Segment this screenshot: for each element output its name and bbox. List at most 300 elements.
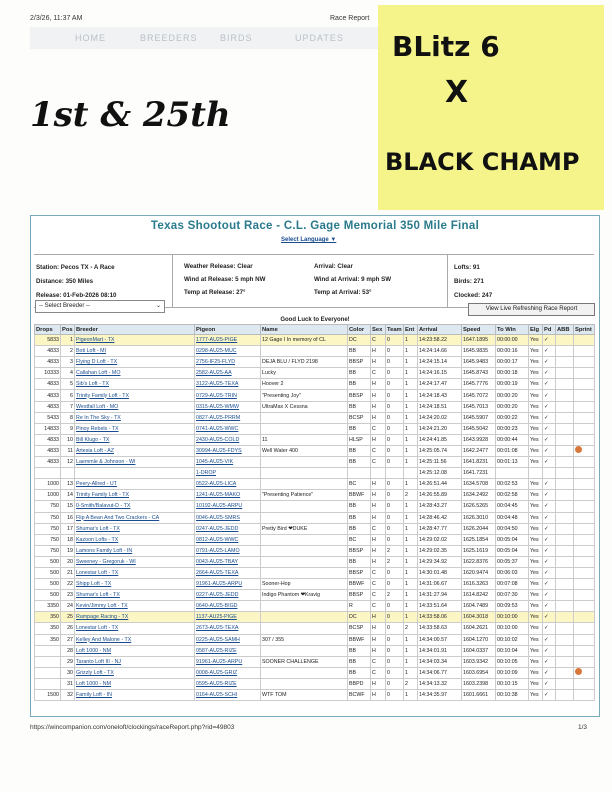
table-row xyxy=(35,667,595,678)
cell-color: BB xyxy=(348,667,371,678)
breeder-select-value: -- Select Breeder -- xyxy=(39,303,91,309)
cell-sex: H xyxy=(371,623,386,634)
sticky-line-3: BLACK CHAMP xyxy=(385,148,580,176)
cell-color: BBWF xyxy=(348,579,371,590)
cell-sex xyxy=(371,468,386,479)
cell-breeder[interactable]: Flying D Loft - TX xyxy=(75,357,195,368)
cell-sex: H xyxy=(371,534,386,545)
race-report-card xyxy=(30,215,600,717)
cell-sex: C xyxy=(371,335,386,346)
cell-color: BBSP xyxy=(348,590,371,601)
cell-to-win: 00:10:00 xyxy=(496,623,529,634)
table-row xyxy=(35,567,595,578)
cell-speed: 1604.1270 xyxy=(462,634,496,645)
cell-arrival: 14:34:00.57 xyxy=(418,634,462,645)
cell-pigeon[interactable]: 2756-IF25-FLYD xyxy=(195,357,261,368)
cell-elg: Yes xyxy=(529,690,543,701)
cell-team: 0 xyxy=(386,412,404,423)
cell-breeder[interactable]: Callahan Loft - MO xyxy=(75,368,195,379)
cell-breeder[interactable]: 0-Smith/Balavut-D - TX xyxy=(75,501,195,512)
cell-pos: 7 xyxy=(61,401,75,412)
birds-count: Birds: 271 xyxy=(454,278,484,285)
cell-pd: ✓ xyxy=(543,667,556,678)
results-table xyxy=(34,324,595,701)
cell-abb xyxy=(556,346,574,357)
cell-pos: 14 xyxy=(61,490,75,501)
cell-pd: ✓ xyxy=(543,423,556,434)
table-row xyxy=(35,523,595,534)
cell-sex: C xyxy=(371,579,386,590)
table-row xyxy=(35,390,595,401)
cell-pigeon[interactable]: 0164-AU25-SCHI xyxy=(195,690,261,701)
cell-pos: 32 xyxy=(61,690,75,701)
cell-breeder[interactable]: Laemmle & Johnson - WI xyxy=(75,457,195,468)
cell-breeder[interactable]: Loft 1000 - NM xyxy=(75,645,195,656)
breeder-select[interactable] xyxy=(35,300,165,313)
table-row xyxy=(35,357,595,368)
cell-pd: ✓ xyxy=(543,501,556,512)
cell-drops: 750 xyxy=(35,534,61,545)
cell-to-win: 00:00:20 xyxy=(496,401,529,412)
cell-pigeon[interactable]: 0043-AU25-TBAY xyxy=(195,556,261,567)
cell-speed: 1641.8231 xyxy=(462,457,496,468)
cell-pigeon[interactable]: 30994-AU25-FDYS xyxy=(195,445,261,456)
cell-speed: 1616.3263 xyxy=(462,579,496,590)
cell-to-win: 00:06:03 xyxy=(496,567,529,578)
cell-speed: 1622.8376 xyxy=(462,556,496,567)
cell-team: 0 xyxy=(386,390,404,401)
cell-sprint xyxy=(574,612,595,623)
cell-sprint xyxy=(574,545,595,556)
cell-ent: 1 xyxy=(404,357,418,368)
cell-breeder[interactable]: Lonestar Loft - TX xyxy=(75,567,195,578)
cell-sprint xyxy=(574,556,595,567)
cell-ent xyxy=(404,468,418,479)
cell-speed: 1645.5907 xyxy=(462,412,496,423)
cell-elg: Yes xyxy=(529,434,543,445)
cell-speed: 1626.2044 xyxy=(462,523,496,534)
cell-pigeon[interactable]: 0729-AU25-TRIN xyxy=(195,390,261,401)
cell-drops: 750 xyxy=(35,512,61,523)
cell-to-win: 00:10:05 xyxy=(496,656,529,667)
cell-speed: 1645.9835 xyxy=(462,346,496,357)
cell-elg: Yes xyxy=(529,445,543,456)
cell-breeder[interactable]: Trinity Family Loft - TX xyxy=(75,490,195,501)
col-header-color: Color xyxy=(348,325,371,335)
cell-speed: 1626.5265 xyxy=(462,501,496,512)
cell-pd: ✓ xyxy=(543,601,556,612)
cell-pigeon[interactable]: 0827-AU25-PRRM xyxy=(195,412,261,423)
cell-team: 0 xyxy=(386,445,404,456)
cell-name: Lucky xyxy=(261,368,348,379)
cell-sprint xyxy=(574,567,595,578)
cell-pigeon[interactable]: 91961-AU25-ARPU xyxy=(195,656,261,667)
cell-arrival: 14:34:01.91 xyxy=(418,645,462,656)
cell-sex: H xyxy=(371,479,386,490)
cell-breeder[interactable]: Kazoon Lofts - TX xyxy=(75,534,195,545)
cell-pigeon[interactable]: 0008-AU25-GRIZ xyxy=(195,667,261,678)
cell-color: BBWF xyxy=(348,490,371,501)
cell-drops: 500 xyxy=(35,556,61,567)
col-header-team: Team xyxy=(387,326,402,333)
cell-sprint xyxy=(574,512,595,523)
cell-abb xyxy=(556,368,574,379)
cell-elg: Yes xyxy=(529,368,543,379)
table-row xyxy=(35,545,595,556)
cell-name: SOONER CHALLENGE xyxy=(261,656,348,667)
cell-sprint xyxy=(574,457,595,468)
cell-abb xyxy=(556,667,574,678)
cell-pd xyxy=(543,468,556,479)
cell-to-win: 00:00:19 xyxy=(496,379,529,390)
cell-breeder[interactable]: Family Loft - IN xyxy=(75,690,195,701)
cell-color: BB xyxy=(348,512,371,523)
cell-name xyxy=(261,612,348,623)
cell-name xyxy=(261,346,348,357)
cell-color: BBSP xyxy=(348,567,371,578)
cell-breeder[interactable]: Pinoy Rebels - TX xyxy=(75,423,195,434)
cell-team: 0 xyxy=(386,667,404,678)
cell-pigeon[interactable]: 2673-AU25-TEXA xyxy=(195,623,261,634)
cell-arrival: 14:31:06.67 xyxy=(418,579,462,590)
cell-ent: 1 xyxy=(404,401,418,412)
cell-to-win: 00:00:00 xyxy=(496,335,529,346)
cell-sex: H xyxy=(371,390,386,401)
cell-pd: ✓ xyxy=(543,412,556,423)
cell-pd: ✓ xyxy=(543,335,556,346)
cell-breeder[interactable]: Trinity Family Loft - TX xyxy=(75,390,195,401)
cell-sex: H xyxy=(371,412,386,423)
cell-color: BBPD xyxy=(348,678,371,689)
cell-color: BB xyxy=(348,346,371,357)
cell-arrival: 14:24:15.14 xyxy=(418,357,462,368)
cell-breeder[interactable]: Loft 1000 - NM xyxy=(75,678,195,689)
cell-breeder[interactable]: Lonestar Loft - TX xyxy=(75,623,195,634)
cell-speed: 1645.9483 xyxy=(462,357,496,368)
cell-pd: ✓ xyxy=(543,457,556,468)
cell-breeder[interactable]: Boti Loft - MI xyxy=(75,346,195,357)
cell-breeder[interactable]: Artesia Loft - AZ xyxy=(75,445,195,456)
cell-name: Indigo Phantom ❤Kravig xyxy=(261,590,348,601)
cell-drops: 750 xyxy=(35,523,61,534)
cell-breeder[interactable]: Flip A Bean And Two Crackers - CA xyxy=(75,512,195,523)
col-header-sprint: Sprint xyxy=(574,325,595,335)
cell-breeder[interactable]: Peery-Allred - UT xyxy=(75,479,195,490)
cell-arrival: 14:24:20.02 xyxy=(418,412,462,423)
cell-pigeon[interactable]: 0587-AU25-RIZE xyxy=(195,645,261,656)
cell-drops: 750 xyxy=(35,545,61,556)
cell-name: 12 Gage I In memory of CL xyxy=(261,335,348,346)
wind-release: Wind at Release: 5 mph NW xyxy=(184,276,266,283)
cell-abb xyxy=(556,545,574,556)
cell-abb xyxy=(556,390,574,401)
cell-speed: 1645.7072 xyxy=(462,390,496,401)
cell-name xyxy=(261,501,348,512)
race-title: Texas Shootout Race - C.L. Gage Memorial 350 Mile Final xyxy=(150,220,480,232)
cell-speed: 1634.5708 xyxy=(462,479,496,490)
cell-name: Pretty Bird ❤DUKE xyxy=(261,523,348,534)
cell-sprint xyxy=(574,534,595,545)
cell-pigeon[interactable]: 2430-AU25-COLD xyxy=(195,434,261,445)
cell-abb xyxy=(556,678,574,689)
cell-elg: Yes xyxy=(529,590,543,601)
cell-pigeon[interactable]: 0595-AU25-RIZE xyxy=(195,678,261,689)
print-url: https://wincompanion.com/oneloft/clockings/raceReport.php?rid=49803 xyxy=(30,724,235,731)
cell-sprint xyxy=(574,579,595,590)
cell-pigeon[interactable]: 0225-AU25-SAMH xyxy=(195,634,261,645)
cell-pos: 31 xyxy=(61,678,75,689)
col-header-pos: Pos xyxy=(62,326,73,333)
cell-speed: 1625.1854 xyxy=(462,534,496,545)
nav-home[interactable]: HOME xyxy=(75,33,106,43)
cell-to-win: 00:10:38 xyxy=(496,690,529,701)
cell-pigeon[interactable]: 0247-AU25-JEDD xyxy=(195,523,261,534)
cell-abb xyxy=(556,468,574,479)
cell-pd: ✓ xyxy=(543,357,556,368)
cell-pos: 3 xyxy=(61,357,75,368)
cell-breeder[interactable]: Kelley And Malone - TX xyxy=(75,634,195,645)
cell-pigeon[interactable]: 1777-AU25-PIGE xyxy=(195,335,261,346)
cell-pos: 12 xyxy=(61,457,75,468)
cell-to-win xyxy=(496,468,529,479)
cell-pigeon[interactable]: 0791-AU25-LAMO xyxy=(195,545,261,556)
cell-breeder[interactable]: Grizzly Loft - TX xyxy=(75,667,195,678)
cell-color: BBWF xyxy=(348,634,371,645)
cell-speed: 1603.6954 xyxy=(462,667,496,678)
cell-pigeon[interactable]: 0315-AU25-WMW xyxy=(195,401,261,412)
cell-arrival: 14:29:34.92 xyxy=(418,556,462,567)
cell-team: 0 xyxy=(386,423,404,434)
cell-breeder[interactable]: Sib's Loft - TX xyxy=(75,379,195,390)
cell-color: R xyxy=(348,601,371,612)
cell-ent: 1 xyxy=(404,579,418,590)
cell-pd: ✓ xyxy=(543,678,556,689)
cell-breeder[interactable]: Taranto Loft III - NJ xyxy=(75,656,195,667)
table-row xyxy=(35,457,595,468)
cell-ent: 1 xyxy=(404,667,418,678)
cell-drops: 14833 xyxy=(35,423,61,434)
cell-color: BB xyxy=(348,556,371,567)
clocked-count: Clocked: 247 xyxy=(454,292,493,299)
cell-ent: 1 xyxy=(404,634,418,645)
table-row xyxy=(35,501,595,512)
cell-breeder[interactable]: PigeonMart - TX xyxy=(75,335,195,346)
cell-sex: H xyxy=(371,512,386,523)
table-row xyxy=(35,368,595,379)
cell-breeder[interactable]: Shumar's Loft - TX xyxy=(75,590,195,601)
cell-pos: 19 xyxy=(61,545,75,556)
sprint-marker-icon xyxy=(575,668,582,675)
cell-pigeon[interactable]: 1241-AU25-MAKO xyxy=(195,490,261,501)
cell-breeder[interactable]: Rampage Racing - TX xyxy=(75,612,195,623)
print-title: Race Report xyxy=(330,15,370,22)
cell-ent: 1 xyxy=(404,512,418,523)
sticky-line-2: X xyxy=(445,75,469,110)
cell-sex: C xyxy=(371,601,386,612)
cell-arrival: 14:25:11.56 xyxy=(418,457,462,468)
live-report-button[interactable]: View Live Refreshing Race Report xyxy=(468,303,595,316)
cell-drops: 350 xyxy=(35,623,61,634)
cell-sex: H xyxy=(371,556,386,567)
cell-sprint xyxy=(574,468,595,479)
cell-ent: 1 xyxy=(404,601,418,612)
cell-pigeon[interactable]: 1137-AU25-PIGE xyxy=(195,612,261,623)
table-row xyxy=(35,623,595,634)
cell-sprint xyxy=(574,501,595,512)
cell-pigeon[interactable]: 0298-AU25-MUC xyxy=(195,346,261,357)
cell-abb xyxy=(556,357,574,368)
cell-name: DEJA BLU / FLYD 2198 xyxy=(261,357,348,368)
cell-pigeon[interactable]: 0741-AU25-WWC xyxy=(195,423,261,434)
handwritten-placement-note: 1st & 25th xyxy=(30,95,231,135)
cell-breeder[interactable]: Shumar's Loft - TX xyxy=(75,523,195,534)
cell-arrival: 14:24:18.51 xyxy=(418,401,462,412)
cell-team: 0 xyxy=(386,656,404,667)
cell-pd: ✓ xyxy=(543,379,556,390)
table-row xyxy=(35,612,595,623)
cell-arrival: 14:31:27.94 xyxy=(418,590,462,601)
cell-team: 0 xyxy=(386,523,404,534)
cell-name xyxy=(261,534,348,545)
cell-pigeon[interactable]: 0046-AU25-SMRS xyxy=(195,512,261,523)
cell-pd: ✓ xyxy=(543,512,556,523)
cell-to-win: 00:04:50 xyxy=(496,523,529,534)
cell-breeder[interactable]: Re In The Sky - TX xyxy=(75,412,195,423)
cell-pos: 29 xyxy=(61,656,75,667)
cell-to-win: 00:00:44 xyxy=(496,434,529,445)
table-row xyxy=(35,645,595,656)
cell-abb xyxy=(556,335,574,346)
cell-pigeon[interactable]: 0522-AU25-LICA xyxy=(195,479,261,490)
cell-drops: 4833 xyxy=(35,390,61,401)
cell-color: BB xyxy=(348,645,371,656)
cell-speed: 1604.0337 xyxy=(462,645,496,656)
table-row xyxy=(35,556,595,567)
cell-team: 0 xyxy=(386,357,404,368)
cell-sex: H xyxy=(371,690,386,701)
cell-pigeon[interactable]: 0640-AU25-BIGD xyxy=(195,601,261,612)
cell-arrival: 14:33:58.06 xyxy=(418,612,462,623)
cell-color: DC xyxy=(348,612,371,623)
cell-pos: 20 xyxy=(61,556,75,567)
cell-arrival: 14:34:06.77 xyxy=(418,667,462,678)
cell-sex: H xyxy=(371,401,386,412)
cell-abb xyxy=(556,512,574,523)
table-header-row xyxy=(35,325,595,335)
cell-arrival: 14:34:35.97 xyxy=(418,690,462,701)
cell-team: 0 xyxy=(386,690,404,701)
col-header-sex: Sex xyxy=(371,325,386,335)
cell-abb xyxy=(556,501,574,512)
cell-pos: 15 xyxy=(61,501,75,512)
cell-elg: Yes xyxy=(529,479,543,490)
cell-to-win: 00:01:13 xyxy=(496,457,529,468)
cell-to-win: 00:00:17 xyxy=(496,357,529,368)
table-row xyxy=(35,579,595,590)
nav-updates[interactable]: UPDATES xyxy=(295,33,344,43)
cell-breeder[interactable]: Lamons Family Loft - IN xyxy=(75,545,195,556)
distance: Distance: 350 Miles xyxy=(36,278,94,285)
cell-pd: ✓ xyxy=(543,490,556,501)
cell-sex: C xyxy=(371,567,386,578)
cell-breeder[interactable]: Westfall Loft - MO xyxy=(75,401,195,412)
cell-pigeon[interactable]: 1-DROP xyxy=(195,468,261,479)
release: Release: 01-Feb-2026 08:10 xyxy=(36,292,117,299)
cell-abb xyxy=(556,690,574,701)
cell-sex: C xyxy=(371,523,386,534)
cell-elg: Yes xyxy=(529,656,543,667)
cell-ent: 1 xyxy=(404,434,418,445)
sticky-line-1: BLitz 6 xyxy=(392,30,500,63)
cell-pigeon[interactable]: 2582-AU25-AA xyxy=(195,368,261,379)
cell-sprint xyxy=(574,357,595,368)
cell-elg: Yes xyxy=(529,523,543,534)
cell-speed: 1604.3018 xyxy=(462,612,496,623)
nav-birds[interactable]: BIRDS xyxy=(220,33,253,43)
cell-team xyxy=(386,468,404,479)
cell-team: 0 xyxy=(386,479,404,490)
cell-speed: 1625.1619 xyxy=(462,545,496,556)
cell-sex: C xyxy=(371,423,386,434)
cell-sex: H xyxy=(371,379,386,390)
temp-release: Temp at Release: 27° xyxy=(184,289,246,296)
cell-to-win: 00:09:53 xyxy=(496,601,529,612)
cell-color: BCSP xyxy=(348,412,371,423)
cell-pos: 9 xyxy=(61,423,75,434)
cell-pigeon[interactable]: 0227-AU25-JEDD xyxy=(195,590,261,601)
wind-arrival: Wind at Arrival: 9 mph SW xyxy=(314,276,392,283)
cell-pos: 11 xyxy=(61,445,75,456)
cell-breeder[interactable]: Kevin/Jimmy Loft - TX xyxy=(75,601,195,612)
col-header-pd: Pd xyxy=(543,325,556,335)
cell-elg: Yes xyxy=(529,623,543,634)
cell-breeder[interactable]: Shipp Loft - TX xyxy=(75,579,195,590)
cell-name xyxy=(261,556,348,567)
cell-elg xyxy=(529,468,543,479)
cell-pigeon[interactable]: 2664-AU25-TEXA xyxy=(195,567,261,578)
cell-to-win: 00:04:45 xyxy=(496,501,529,512)
cell-team: 0 xyxy=(386,368,404,379)
cell-arrival: 14:24:17.47 xyxy=(418,379,462,390)
cell-pigeon[interactable]: 10192-AU25-ARPU xyxy=(195,501,261,512)
cell-to-win: 00:00:20 xyxy=(496,390,529,401)
nav-breeders[interactable]: BREEDERS xyxy=(140,33,198,43)
cell-sprint xyxy=(574,667,595,678)
cell-pos xyxy=(61,468,75,479)
cell-pigeon[interactable]: 1045-AU25-VIK xyxy=(195,457,261,468)
weather-arrival: Arrival: Clear xyxy=(314,263,353,270)
cell-to-win: 00:00:22 xyxy=(496,412,529,423)
cell-pigeon[interactable]: 0812-AU25-WWC xyxy=(195,534,261,545)
cell-pigeon[interactable]: 91961-AU25-ARPU xyxy=(195,579,261,590)
table-row xyxy=(35,401,595,412)
table-row xyxy=(35,445,595,456)
cell-abb xyxy=(556,490,574,501)
cell-team: 0 xyxy=(386,490,404,501)
cell-drops: 500 xyxy=(35,567,61,578)
select-language-link[interactable]: Select Language ▼ xyxy=(281,237,337,243)
col-header-abb: ABB xyxy=(556,325,574,335)
cell-to-win: 00:10:09 xyxy=(496,667,529,678)
cell-pigeon[interactable]: 3122-AU25-TEXA xyxy=(195,379,261,390)
cell-breeder[interactable]: Bill Klugo - TX xyxy=(75,434,195,445)
cell-pd: ✓ xyxy=(543,445,556,456)
cell-ent: 1 xyxy=(404,534,418,545)
cell-arrival: 14:28:46.42 xyxy=(418,512,462,523)
cell-pos: 16 xyxy=(61,512,75,523)
cell-elg: Yes xyxy=(529,346,543,357)
cell-breeder[interactable]: Sweeney - Gregoruk - WI xyxy=(75,556,195,567)
